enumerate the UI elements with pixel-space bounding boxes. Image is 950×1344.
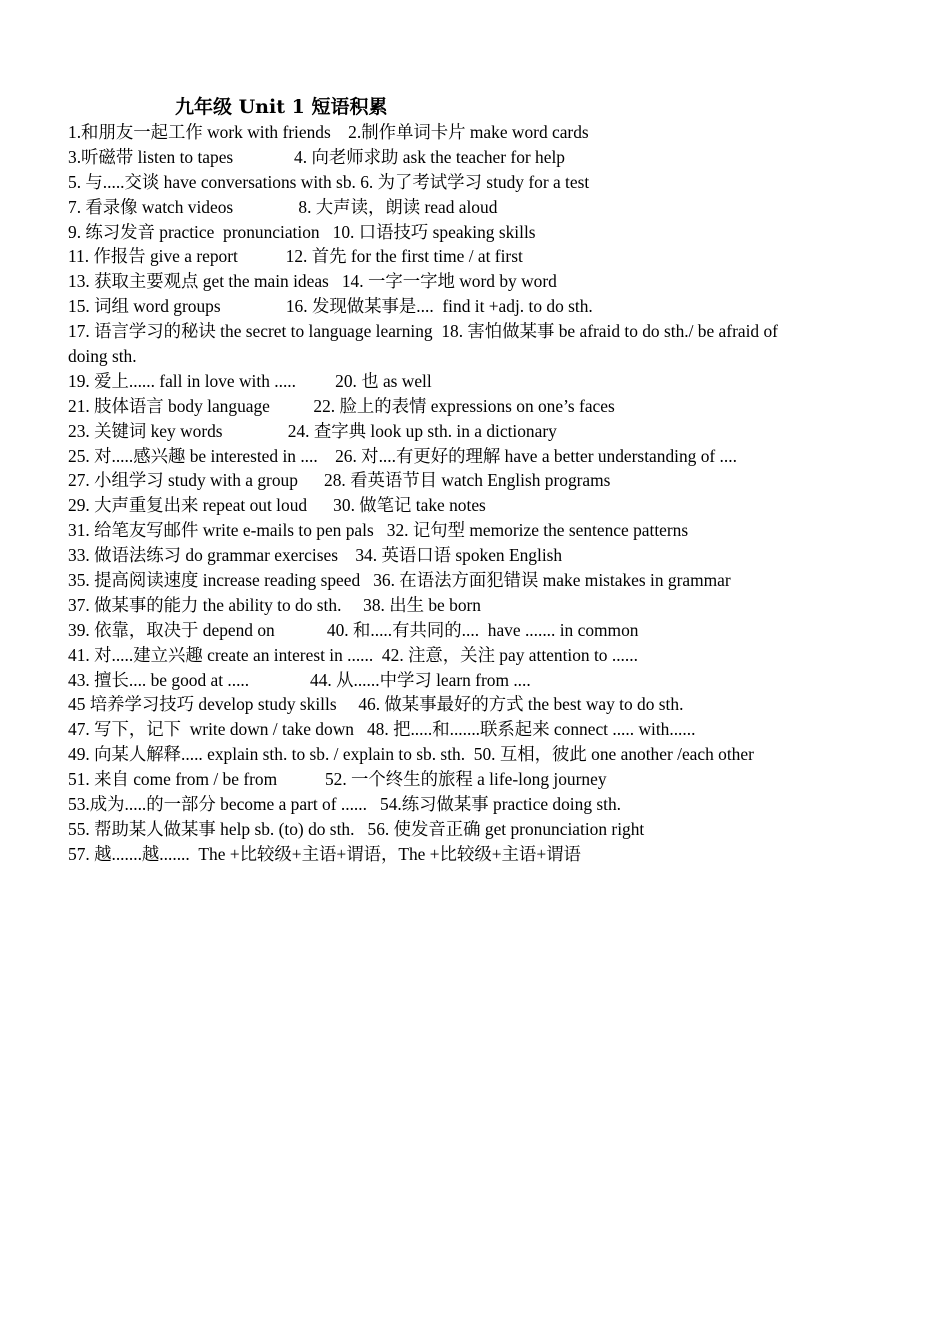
phrase-line: 31. 给笔友写邮件 write e-mails to pen pals 32. 记句型 memorize the sentence patterns [68, 520, 689, 541]
phrase-line: 37. 做某事的能力 the ability to do sth. 38. 出生 be born [68, 594, 482, 615]
document-title: 九年级 Unit 1 短语积累 [175, 96, 388, 118]
phrase-line: 45 培养学习技巧 develop study skills 46. 做某事最好的方式 the best way to do sth. [68, 694, 684, 715]
phrase-line: 53.成为.....的一部分 become a part of ...... 54.练习做某事 practice doing sth. [68, 794, 622, 815]
phrase-line: 39. 依靠，取决于 depend on 40. 和.....有共同的.... have ....... in common [68, 619, 639, 640]
phrase-line: 9. 练习发音 practice pronunciation 10. 口语技巧 speaking skills [68, 221, 536, 242]
phrase-line: 3.听磁带 listen to tapes 4. 向老师求助 ask the teacher for help [68, 146, 565, 167]
phrase-line: 7. 看录像 watch videos 8. 大声读，朗读 read aloud [68, 196, 498, 217]
phrase-line: 13. 获取主要观点 get the main ideas 14. 一字一字地 word by word [68, 271, 557, 292]
phrase-line: 51. 来自 come from / be from 52. 一个终生的旅程 a life-long journey [68, 769, 607, 790]
phrase-line: 17. 语言学习的秘诀 the secret to language learning 18. 害怕做某事 be afraid to do sth./ be afraid of [68, 321, 778, 342]
phrase-line: 43. 擅长.... be good at ..... 44. 从......中学习 learn from .... [68, 669, 531, 690]
phrase-line: 1.和朋友一起工作 work with friends 2.制作单词卡片 make word cards [68, 122, 589, 142]
phrase-line: 19. 爱上...... fall in love with ..... 20. 也 as well [68, 370, 432, 391]
phrase-line: 47. 写下，记下 write down / take down 48. 把.....和.......联系起来 connect ..... with...... [68, 719, 696, 740]
phrase-line: 23. 关键词 key words 24. 查字典 look up sth. in a dictionary [68, 420, 557, 441]
phrase-list [68, 120, 888, 867]
phrase-line: 33. 做语法练习 do grammar exercises 34. 英语口语 spoken English [68, 545, 563, 566]
phrase-line: 29. 大声重复出来 repeat out loud 30. 做笔记 take notes [68, 495, 486, 516]
phrase-line: 11. 作报告 give a report 12. 首先 for the first time / at first [68, 246, 523, 267]
phrase-line: 35. 提高阅读速度 increase reading speed 36. 在语法方面犯错误 make mistakes in grammar [68, 570, 731, 591]
phrase-line: 5. 与.....交谈 have conversations with sb. 6. 为了考试学习 study for a test [68, 171, 590, 192]
phrase-line: 57. 越.......越....... The +比较级+主语+谓语，The +比较级+主语+谓语 [68, 843, 581, 864]
phrase-line: 27. 小组学习 study with a group 28. 看英语节目 watch English programs [68, 470, 611, 491]
phrase-line: 49. 向某人解释..... explain sth. to sb. / explain to sb. sth. 50. 互相，彼此 one another /each other [68, 744, 754, 765]
phrase-line: 15. 词组 word groups 16. 发现做某事是.... find it +adj. to do sth. [68, 296, 593, 317]
phrase-line: 41. 对.....建立兴趣 create an interest in ...... 42. 注意，关注 pay attention to ...... [68, 644, 638, 665]
phrase-line: 55. 帮助某人做某事 help sb. (to) do sth. 56. 使发音正确 get pronunciation right [68, 818, 645, 839]
phrase-line: 25. 对.....感兴趣 be interested in .... 26. 对....有更好的理解 have a better understanding of .... [68, 445, 737, 466]
phrase-line: doing sth. [68, 346, 137, 367]
phrase-line: 21. 肢体语言 body language 22. 脸上的表情 expressions on one’s faces [68, 395, 615, 416]
